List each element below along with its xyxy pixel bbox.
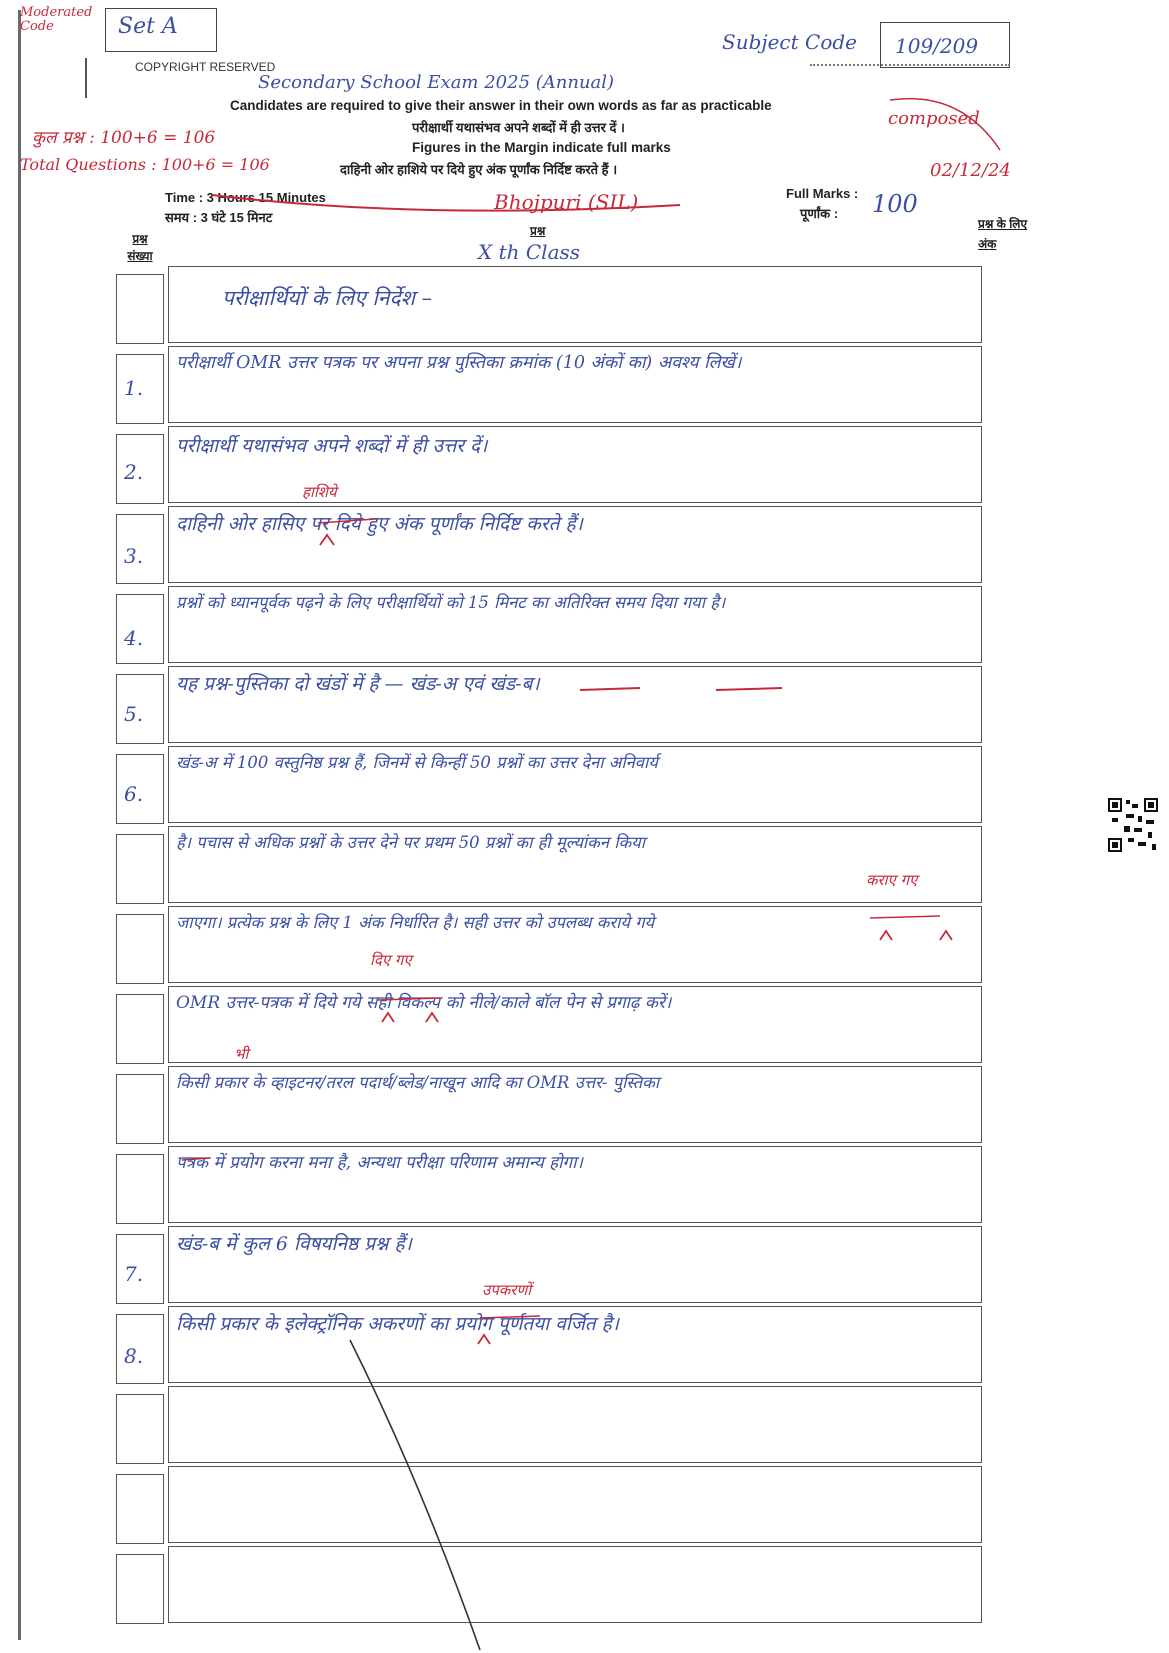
total-questions-hi: कुल प्रश्न : 100+6 = 106: [32, 128, 216, 148]
col-right-header: प्रश्न के लिए अंक: [978, 217, 1028, 251]
col-left-header: प्रश्न संख्या: [127, 232, 153, 263]
row-number: 7.: [124, 1262, 144, 1286]
time-label: Time : 3 Hours 15 Minutes: [165, 190, 326, 205]
row-number: 6.: [124, 782, 144, 806]
instruction-en-1: Candidates are required to give their answer in their own words as far as practicable: [230, 98, 772, 113]
exam-title: Secondary School Exam 2025 (Annual): [258, 72, 615, 93]
row-number: 1.: [124, 376, 144, 400]
correction-diye-gaye: दिए गए: [370, 951, 412, 969]
qr-code: [1108, 798, 1158, 852]
instruction-line: किसी प्रकार के इलेक्ट्रॉनिक अकरणों का प्रयोग पूर्णतया वर्जित है।: [176, 1313, 619, 1335]
instruction-line: दाहिनी ओर हासिए पर दिये हुए अंक पूर्णांक निर्दिष्ट करते हैं।: [176, 513, 583, 535]
instruction-line: किसी प्रकार के व्हाइटनर/तरल पदार्थ/ब्लेड/नाखून आदि का OMR उत्तर- पुस्तिका: [176, 1073, 660, 1092]
instruction-en-2: Figures in the Margin indicate full marks: [412, 140, 671, 155]
copyright-text: COPYRIGHT RESERVED: [135, 60, 276, 74]
correction-upkarnon: उपकरणों: [482, 1281, 532, 1299]
total-questions-en: Total Questions : 100+6 = 106: [20, 155, 270, 174]
correction-hashiye: हाशिये: [302, 483, 337, 501]
row-number: 8.: [124, 1344, 144, 1368]
full-marks-value: 100: [872, 190, 918, 218]
set-label: Set A: [118, 14, 178, 39]
class-label: X th Class: [478, 240, 581, 264]
instruction-line: पत्रक में प्रयोग करना मना है, अन्यथा परीक्षा परिणाम अमान्य होगा।: [176, 1153, 583, 1173]
instruction-line: यह प्रश्न-पुस्तिका दो खंडों में है — खंड-अ एवं खंड-ब।: [176, 673, 540, 695]
instruction-line: जाएगा। प्रत्येक प्रश्न के लिए 1 अंक निर्धारित है। सही उत्तर को उपलब्ध कराये गये: [176, 913, 655, 932]
instruction-hi-1: परीक्षार्थी यथासंभव अपने शब्दों में ही उत्तर दें ।: [412, 120, 625, 135]
instruction-line: खंड-अ में 100 वस्तुनिष्ठ प्रश्न हैं, जिनमें से किन्हीं 50 प्रश्नों का उत्तर देना अनिवार्य: [176, 753, 658, 772]
subject-code-value: 109/209: [895, 34, 979, 58]
row-number: 5.: [124, 702, 144, 726]
instruction-line: प्रश्नों को ध्यानपूर्वक पढ़ने के लिए परीक्षार्थियों को 15 मिनट का अतिरिक्त समय दिया गया है।: [176, 593, 726, 612]
instructions-heading: परीक्षार्थियों के लिए निर्देश –: [222, 286, 433, 310]
composed-date: 02/12/24: [930, 160, 1011, 181]
full-marks-hi: पूर्णांक :: [800, 206, 839, 221]
correction-bhi: भी: [234, 1045, 249, 1063]
time-hi: समय : 3 घंटे 15 मिनट: [165, 210, 273, 225]
instruction-line: परीक्षार्थी यथासंभव अपने शब्दों में ही उत्तर दें।: [176, 435, 488, 457]
subject-name: Bhojpuri (SIL): [494, 190, 639, 214]
moderated-stamp: Moderated Code: [20, 5, 93, 34]
full-marks-label: Full Marks :: [786, 186, 859, 201]
instruction-line: परीक्षार्थी OMR उत्तर पत्रक पर अपना प्रश्न पुस्तिका क्रमांक (10 अंकों का) अवश्य लिखें।: [176, 353, 742, 373]
prashn-label: प्रश्न: [530, 224, 546, 238]
composed-note: composed: [888, 108, 980, 129]
subject-code-label: Subject Code: [722, 30, 857, 54]
instruction-line: OMR उत्तर-पत्रक में दिये गये सही विकल्प को नीले/काले बॉल पेन से प्रगाढ़ करें।: [176, 993, 672, 1013]
correction-karaye-gaye: कराए गए: [866, 871, 918, 889]
row-number: 3.: [124, 544, 144, 568]
instruction-hi-2: दाहिनी ओर हाशिये पर दिये हुए अंक पूर्णांक निर्दिष्ट करते हैं ।: [340, 162, 618, 177]
row-number: 2.: [124, 460, 144, 484]
instruction-line: है। पचास से अधिक प्रश्नों के उत्तर देने पर प्रथम 50 प्रश्नों का ही मूल्यांकन किया: [176, 833, 646, 852]
row-number: 4.: [124, 626, 144, 650]
instruction-line: खंड-ब में कुल 6 विषयनिष्ठ प्रश्न हैं।: [176, 1233, 412, 1255]
